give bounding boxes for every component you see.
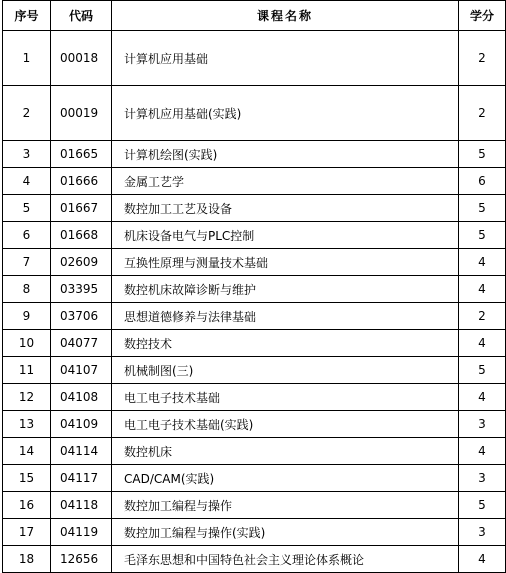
row-number: 17 [3,519,51,546]
course-code: 04119 [51,519,112,546]
course-name: 计算机应用基础 [112,31,459,86]
header-code: 代码 [51,1,112,31]
row-number: 16 [3,492,51,519]
course-credits: 5 [459,141,506,168]
table-row [3,168,506,195]
table-row [3,492,506,519]
course-name: 数控加工编程与操作(实践) [112,519,459,546]
course-credits: 4 [459,546,506,573]
row-number: 8 [3,276,51,303]
row-number: 3 [3,141,51,168]
course-code: 04117 [51,465,112,492]
course-code: 03395 [51,276,112,303]
course-credits: 4 [459,276,506,303]
course-code: 00019 [51,86,112,141]
course-credits: 5 [459,492,506,519]
course-credits: 5 [459,222,506,249]
course-name: 思想道德修养与法律基础 [112,303,459,330]
course-code: 04108 [51,384,112,411]
course-name: 毛泽东思想和中国特色社会主义理论体系概论 [112,546,459,573]
course-name: 数控加工工艺及设备 [112,195,459,222]
course-name: 计算机应用基础(实践) [112,86,459,141]
row-number: 7 [3,249,51,276]
course-credits: 3 [459,465,506,492]
course-code: 01665 [51,141,112,168]
table-row [3,546,506,573]
course-name: 数控技术 [112,330,459,357]
table-row [3,31,506,86]
course-credits: 4 [459,330,506,357]
row-number: 4 [3,168,51,195]
course-name: 机械制图(三) [112,357,459,384]
row-number: 13 [3,411,51,438]
row-number: 14 [3,438,51,465]
row-number: 12 [3,384,51,411]
table-row [3,357,506,384]
table-row [3,222,506,249]
course-code: 02609 [51,249,112,276]
course-code: 03706 [51,303,112,330]
table-row [3,465,506,492]
course-credits: 6 [459,168,506,195]
row-number: 9 [3,303,51,330]
course-name: 数控加工编程与操作 [112,492,459,519]
header-row [3,1,506,31]
table-row [3,86,506,141]
row-number: 18 [3,546,51,573]
course-credits: 2 [459,86,506,141]
course-credits: 5 [459,357,506,384]
course-credits: 4 [459,384,506,411]
course-name: 数控机床 [112,438,459,465]
header-no: 序号 [3,1,51,31]
header-credits: 学分 [459,1,506,31]
course-table [2,0,506,573]
table-row [3,303,506,330]
row-number: 6 [3,222,51,249]
course-code: 00018 [51,31,112,86]
table-row [3,276,506,303]
course-name: 数控机床故障诊断与维护 [112,276,459,303]
course-name: 电工电子技术基础 [112,384,459,411]
course-code: 04114 [51,438,112,465]
course-name: 电工电子技术基础(实践) [112,411,459,438]
table-row [3,411,506,438]
row-number: 1 [3,31,51,86]
course-name: CAD/CAM(实践) [112,465,459,492]
course-code: 12656 [51,546,112,573]
table-row [3,141,506,168]
row-number: 2 [3,86,51,141]
course-name: 计算机绘图(实践) [112,141,459,168]
course-code: 01666 [51,168,112,195]
course-credits: 4 [459,249,506,276]
table-row [3,330,506,357]
header-course-name: 课程名称 [112,1,459,31]
table-row [3,249,506,276]
row-number: 10 [3,330,51,357]
row-number: 11 [3,357,51,384]
course-credits: 3 [459,411,506,438]
table-row [3,438,506,465]
course-credits: 2 [459,303,506,330]
table-row [3,519,506,546]
course-code: 01668 [51,222,112,249]
course-code: 04077 [51,330,112,357]
course-name: 金属工艺学 [112,168,459,195]
table-row [3,384,506,411]
course-name: 互换性原理与测量技术基础 [112,249,459,276]
course-credits: 2 [459,31,506,86]
course-code: 04107 [51,357,112,384]
course-name: 机床设备电气与PLC控制 [112,222,459,249]
course-credits: 3 [459,519,506,546]
course-credits: 4 [459,438,506,465]
row-number: 5 [3,195,51,222]
course-code: 04118 [51,492,112,519]
row-number: 15 [3,465,51,492]
table-row [3,195,506,222]
course-code: 04109 [51,411,112,438]
course-code: 01667 [51,195,112,222]
course-credits: 5 [459,195,506,222]
